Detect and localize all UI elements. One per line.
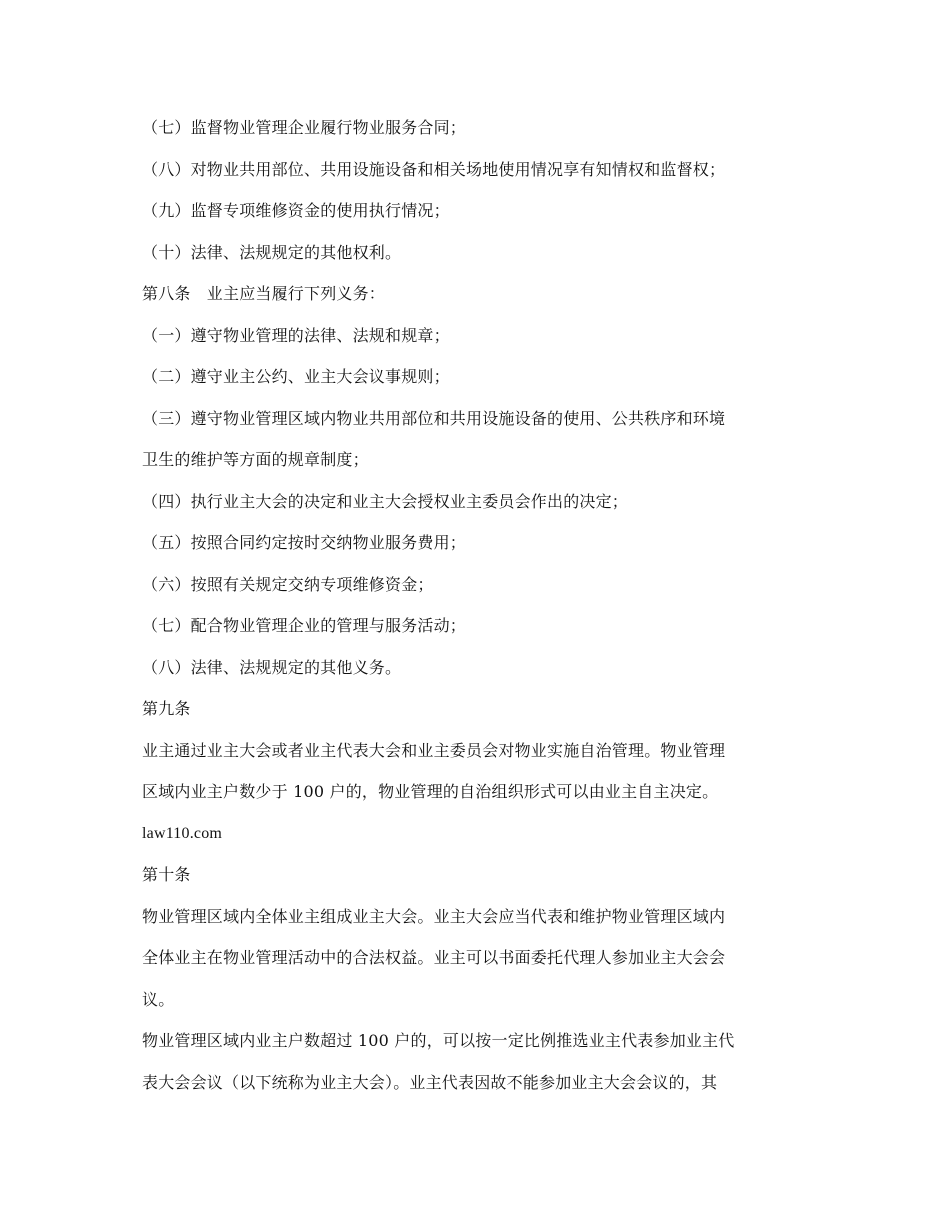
source-watermark-text: law110.com: [142, 824, 223, 842]
text-line: （八）对物业共用部位、共用设施设备和相关场地使用情况享有知情权和监督权；: [142, 159, 726, 179]
text-line: （一）遵守物业管理的法律、法规和规章；: [142, 325, 450, 345]
article-heading: 第八条 业主应当履行下列义务：: [142, 284, 386, 303]
text-line: 物业管理区域内全体业主组成业主大会。业主大会应当代表和维护物业管理区域内: [142, 906, 726, 926]
text-line: （二）遵守业主公约、业主大会议事规则；: [142, 367, 450, 386]
text-line: （三）遵守物业管理区域内物业共用部位和共用设施设备的使用、公共秩序和环境: [142, 408, 726, 428]
text-line: 表大会会议（以下统称为业主大会）。业主代表因故不能参加业主大会会议的，其: [142, 1072, 718, 1092]
text-line: 议。: [142, 989, 175, 1009]
text-line: 物业管理区域内业主户数超过 100 户的，可以按一定比例推选业主代表参加业主代: [142, 1031, 735, 1050]
text-line: （十）法律、法规规定的其他权利。: [142, 242, 402, 262]
text-line: （八）法律、法规规定的其他义务。: [142, 657, 402, 677]
text-line: （七）监督物业管理企业履行物业服务合同；: [142, 118, 467, 137]
text-line: （六）按照有关规定交纳专项维修资金；: [142, 574, 434, 594]
text-line: 区域内业主户数少于 100 户的，物业管理的自治组织形式可以由业主自主决定。: [142, 782, 719, 801]
text-line: （五）按照合同约定按时交纳物业服务费用；: [142, 533, 467, 552]
text-line: 卫生的维护等方面的规章制度；: [142, 450, 369, 469]
article-heading: 第十条: [142, 865, 191, 884]
text-line: （四）执行业主大会的决定和业主大会授权业主委员会作出的决定；: [142, 491, 629, 511]
document-body: [142, 107, 814, 1103]
text-line: （九）监督专项维修资金的使用执行情况；: [142, 201, 450, 220]
text-line: （七）配合物业管理企业的管理与服务活动；: [142, 616, 467, 635]
text-line: 全体业主在物业管理活动中的合法权益。业主可以书面委托代理人参加业主大会会: [142, 948, 726, 967]
text-line: 业主通过业主大会或者业主代表大会和业主委员会对物业实施自治管理。物业管理: [142, 740, 726, 760]
article-heading: 第九条: [142, 699, 191, 718]
